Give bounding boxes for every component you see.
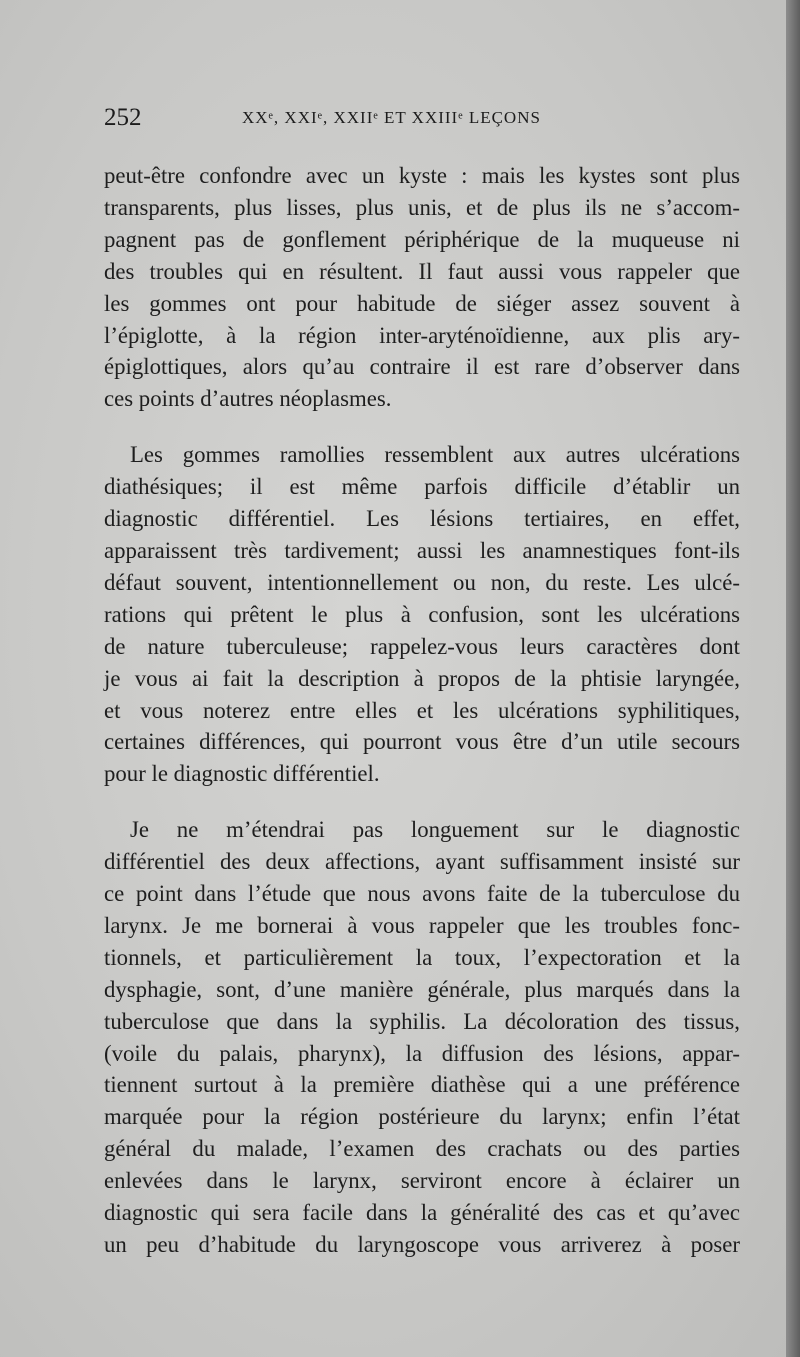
text-line: diagnostic qui sera facile dans la généralité des cas et qu’avec bbox=[104, 1200, 740, 1226]
page-number: 252 bbox=[104, 104, 142, 131]
text-line: diagnostic différentiel. Les lésions tertiaires, en effet, bbox=[104, 506, 740, 532]
text-line: larynx. Je me bornerai à vous rappeler que les troubles fonc- bbox=[104, 912, 740, 938]
paragraph-2 bbox=[104, 439, 740, 790]
text-line: (voile du palais, pharynx), la diffusion des lésions, appar- bbox=[104, 1040, 740, 1066]
text-line: certaines différences, qui pourront vous être d’un utile secours bbox=[104, 729, 740, 755]
body-text bbox=[104, 160, 740, 1261]
text-line: tionnels, et particulièrement la toux, l’expectoration et la bbox=[104, 944, 740, 970]
text-line: transparents, plus lisses, plus unis, et de plus ils ne s’accom- bbox=[104, 194, 740, 220]
text-line: peut-être confondre avec un kyste : mais les kystes sont plus bbox=[104, 163, 740, 188]
text-line: l’épiglotte, à la région inter-aryténoïdienne, aux plis ary- bbox=[104, 322, 740, 348]
text-line: général du malade, l’examen des crachats ou des parties bbox=[104, 1136, 740, 1162]
text-line: dysphagie, sont, d’une manière générale, plus marqués dans la bbox=[104, 976, 740, 1002]
paragraph-3 bbox=[104, 814, 740, 1261]
page-header bbox=[104, 104, 744, 138]
text-line: diathésiques; il est même parfois difficile d’établir un bbox=[104, 474, 740, 500]
text-line: différentiel des deux affections, ayant suffisamment insisté sur bbox=[104, 849, 740, 875]
text-line: marquée pour la région postérieure du larynx; enfin l’état bbox=[104, 1104, 740, 1130]
running-head: XXᵉ, XXIᵉ, XXIIᵉ ET XXIIIᵉ LEÇONS bbox=[242, 108, 541, 127]
text-line: pagnent pas de gonflement périphérique de la muqueuse ni bbox=[104, 226, 740, 252]
text-line: des troubles qui en résultent. Il faut aussi vous rappeler que bbox=[104, 258, 740, 284]
text-line: rations qui prêtent le plus à confusion, sont les ulcérations bbox=[104, 601, 740, 627]
text-line: Je ne m’étendrai pas longuement sur le diagnostic bbox=[130, 817, 740, 843]
text-line: épiglottiques, alors qu’au contraire il est rare d’observer dans bbox=[104, 354, 740, 380]
text-line: apparaissent très tardivement; aussi les anamnestiques font-ils bbox=[104, 537, 740, 563]
text-line: enlevées dans le larynx, serviront encore à éclairer un bbox=[104, 1168, 740, 1194]
text-line: de nature tuberculeuse; rappelez-vous leurs caractères dont bbox=[104, 633, 740, 659]
text-line: tuberculose que dans la syphilis. La décoloration des tissus, bbox=[104, 1008, 740, 1034]
text-line: je vous ai fait la description à propos de la phtisie laryngée, bbox=[104, 665, 740, 691]
text-line: les gommes ont pour habitude de siéger assez souvent à bbox=[104, 290, 740, 316]
text-line: ce point dans l’étude que nous avons faite de la tuberculose du bbox=[104, 881, 740, 907]
text-line: défaut souvent, intentionnellement ou non, du reste. Les ulcé- bbox=[104, 569, 740, 595]
page-edge-shadow bbox=[786, 0, 800, 1357]
paragraph-1 bbox=[104, 160, 740, 415]
text-line: Les gommes ramollies ressemblent aux autres ulcérations bbox=[130, 442, 740, 468]
text-line: pour le diagnostic différentiel. bbox=[104, 761, 380, 787]
text-line: ces points d’autres néoplasmes. bbox=[104, 386, 392, 412]
text-line: un peu d’habitude du laryngoscope vous arriverez à poser bbox=[104, 1232, 740, 1257]
text-line: et vous noterez entre elles et les ulcérations syphilitiques, bbox=[104, 697, 740, 723]
text-line: tiennent surtout à la première diathèse qui a une préférence bbox=[104, 1072, 740, 1098]
